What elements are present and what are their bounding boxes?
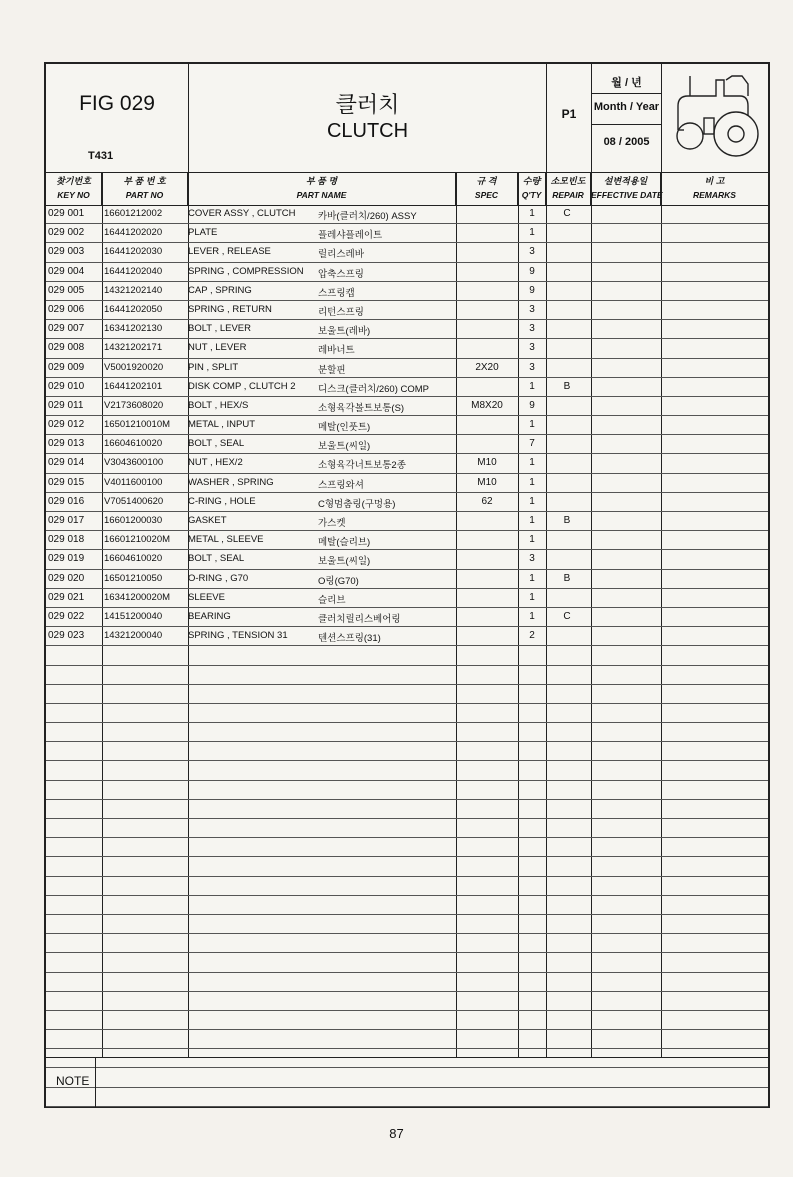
- cell-en: DISK COMP , CLUTCH 2: [188, 380, 296, 392]
- table-row: [46, 397, 768, 416]
- cell-key: 029 006: [48, 303, 85, 315]
- cell-qty: 1: [529, 380, 535, 392]
- cell-qty: 1: [529, 534, 535, 546]
- table-row: [46, 243, 768, 262]
- cell-part: 16441202101: [104, 380, 163, 392]
- cell-key: 029 001: [48, 208, 85, 219]
- cell-qty: 1: [529, 515, 535, 526]
- table-row: [46, 570, 768, 589]
- cell-ko: 소형육각볼트보통(S): [318, 402, 405, 414]
- parts-table-body: [46, 205, 768, 1107]
- col-remarks: 비 고 REMARKS: [693, 176, 736, 200]
- cell-ko: 압축스프링: [318, 268, 364, 280]
- cell-en: CAP , SPRING: [188, 284, 252, 296]
- cell-qty: 1: [529, 208, 535, 219]
- cell-part: 16441202040: [104, 265, 163, 277]
- cell-spec: M8X20: [471, 399, 503, 411]
- cell-repair: B: [563, 572, 571, 584]
- cell-en: C-RING , HOLE: [188, 495, 256, 507]
- cell-qty: 1: [529, 457, 535, 469]
- cell-en: GASKET: [188, 515, 227, 526]
- cell-en: BOLT , SEAL: [188, 553, 245, 565]
- table-row: [46, 531, 768, 550]
- cell-qty: 1: [529, 591, 535, 603]
- col-part: 부 품 번 호 PART NO: [102, 172, 188, 205]
- table-row: [46, 646, 768, 665]
- table-row: [46, 416, 768, 435]
- cell-key: 029 016: [48, 495, 85, 507]
- table-row: [46, 550, 768, 569]
- cell-key: 029 019: [48, 553, 85, 565]
- table-row: [46, 915, 768, 934]
- cell-qty: 3: [529, 361, 535, 373]
- cell-spec: M10: [477, 457, 497, 469]
- table-row: [46, 761, 768, 780]
- page-code-cell: [547, 64, 592, 172]
- cell-qty: 3: [529, 323, 535, 335]
- cell-part: 16601212002: [104, 208, 163, 219]
- table-row: [46, 953, 768, 972]
- cell-qty: 1: [529, 610, 535, 622]
- cell-part: 14151200040: [104, 610, 163, 622]
- cell-ko: O링(G70): [318, 575, 359, 587]
- cell-qty: 3: [529, 342, 535, 354]
- figure-cell: [46, 64, 189, 172]
- cell-key: 029 010: [48, 380, 85, 392]
- note-section: [46, 1057, 768, 1107]
- table-row: [46, 378, 768, 397]
- cell-key: 029 018: [48, 534, 85, 546]
- cell-ko: 카바(클러치/260) ASSY: [318, 211, 417, 222]
- cell-ko: 슬리브: [318, 594, 346, 606]
- cell-qty: 3: [529, 246, 535, 258]
- cell-part: V2173608020: [104, 399, 164, 411]
- cell-ko: 플레샤플레이트: [318, 230, 383, 242]
- cell-ko: 보울트(씨일): [318, 556, 371, 568]
- cell-part: 14321202171: [104, 342, 163, 354]
- table-row: [46, 474, 768, 493]
- cell-key: 029 009: [48, 361, 85, 373]
- cell-part: 16604610020: [104, 553, 163, 565]
- table-row: [46, 627, 768, 646]
- cell-key: 029 014: [48, 457, 85, 469]
- cell-ko: 보울트(씨일): [318, 441, 371, 453]
- cell-spec: 62: [481, 495, 493, 507]
- cell-qty: 9: [529, 399, 535, 411]
- cell-part: V5001920020: [104, 361, 164, 373]
- cell-repair: B: [563, 380, 571, 392]
- cell-en: SPRING , RETURN: [188, 303, 272, 315]
- date-value: 08 / 2005: [603, 136, 650, 148]
- date-label-english: Month / Year: [593, 101, 660, 113]
- cell-ko: 분할핀: [318, 364, 346, 376]
- cell-en: SPRING , TENSION 31: [188, 630, 288, 642]
- col-qty: 수량 Q'TY: [518, 172, 546, 205]
- table-row: [46, 224, 768, 243]
- cell-part: V7051400620: [104, 495, 164, 507]
- cell-spec: M10: [477, 476, 497, 488]
- col-key: 찾기번호 KEY NO: [46, 172, 102, 205]
- cell-part: 16601200030: [104, 515, 163, 526]
- cell-part: 16601210020M: [104, 534, 171, 546]
- table-row: [46, 838, 768, 857]
- cell-en: METAL , SLEEVE: [188, 534, 264, 546]
- cell-en: PLATE: [188, 227, 218, 239]
- cell-en: BOLT , LEVER: [188, 323, 252, 335]
- cell-en: BOLT , SEAL: [188, 438, 245, 450]
- cell-ko: 스프링와셔: [318, 479, 364, 491]
- table-row: [46, 1011, 768, 1030]
- cell-qty: 3: [529, 303, 535, 315]
- cell-part: 16604610020: [104, 438, 163, 450]
- cell-repair: B: [563, 515, 571, 526]
- date-label-korean: 월 / 년: [611, 77, 642, 89]
- cell-en: WASHER , SPRING: [188, 476, 274, 488]
- table-row: [46, 512, 768, 531]
- cell-ko: 릴리스레바: [318, 249, 364, 261]
- cell-key: 029 012: [48, 419, 85, 431]
- cell-ko: 디스크(클러치/260) COMP: [318, 383, 430, 395]
- table-row: [46, 359, 768, 378]
- cell-key: 029 011: [48, 399, 84, 411]
- cell-ko: 레바너트: [318, 345, 355, 357]
- cell-en: COVER ASSY , CLUTCH: [188, 208, 296, 219]
- col-repair: 소모빈도 REPAIR: [546, 172, 591, 205]
- cell-key: 029 015: [48, 476, 85, 488]
- cell-part: 16441202020: [104, 227, 163, 239]
- cell-en: LEVER , RELEASE: [188, 246, 271, 258]
- title-english: CLUTCH: [326, 120, 409, 142]
- table-row: [46, 435, 768, 454]
- cell-ko: C형멈춤링(구멍용): [318, 498, 396, 510]
- table-row: [46, 493, 768, 512]
- cell-key: 029 002: [48, 227, 85, 239]
- cell-ko: 메탈(슬리브): [318, 537, 371, 549]
- table-row: [46, 973, 768, 992]
- tractor-image-cell: [662, 64, 768, 172]
- table-row: [46, 205, 768, 224]
- table-row: [46, 896, 768, 915]
- cell-qty: 1: [529, 572, 535, 584]
- title-korean: 클러치: [335, 92, 400, 117]
- table-row: [46, 339, 768, 358]
- cell-ko: 텐션스프링(31): [318, 633, 381, 645]
- cell-qty: 1: [529, 419, 535, 431]
- cell-qty: 7: [529, 438, 535, 450]
- cell-key: 029 008: [48, 342, 85, 354]
- cell-ko: 보울트(레바): [318, 326, 371, 338]
- cell-part: 16441202050: [104, 303, 163, 315]
- title-cell: [189, 64, 547, 172]
- figure-number: FIG 029: [79, 92, 155, 115]
- cell-key: 029 005: [48, 284, 85, 296]
- table-row: [46, 320, 768, 339]
- cell-ko: 스프링캡: [318, 287, 355, 299]
- cell-key: 029 003: [48, 246, 85, 258]
- cell-en: O-RING , G70: [188, 572, 249, 584]
- table-row: [46, 282, 768, 301]
- cell-qty: 1: [529, 476, 535, 488]
- table-row: [46, 781, 768, 800]
- cell-key: 029 007: [48, 323, 85, 335]
- cell-part: V3043600100: [104, 457, 164, 469]
- cell-key: 029 020: [48, 572, 85, 584]
- table-row: [46, 819, 768, 838]
- note-label: NOTE: [56, 1074, 90, 1088]
- cell-key: 029 023: [48, 630, 85, 642]
- cell-key: 029 013: [48, 438, 85, 450]
- col-effective-date: 설변적용일 EFFECTIVE DATE: [591, 172, 661, 205]
- table-row: [46, 857, 768, 876]
- cell-part: 16441202030: [104, 246, 163, 258]
- table-row: [46, 934, 768, 953]
- column-header: [46, 172, 768, 206]
- cell-repair: C: [563, 208, 571, 219]
- cell-qty: 2: [529, 630, 535, 642]
- cell-en: BOLT , HEX/S: [188, 399, 249, 411]
- cell-part: 14321200040: [104, 630, 163, 642]
- table-row: [46, 263, 768, 282]
- cell-part: V4011600100: [104, 476, 163, 488]
- sheet-header: [46, 64, 768, 173]
- table-row: [46, 666, 768, 685]
- table-row: [46, 589, 768, 608]
- cell-ko: 소형육각너트보통2종: [318, 460, 406, 472]
- cell-ko: 가스켓: [318, 518, 346, 529]
- cell-en: METAL , INPUT: [188, 419, 256, 431]
- model-code: T431: [88, 150, 114, 162]
- cell-en: BEARING: [188, 610, 231, 622]
- cell-en: PIN , SPLIT: [188, 361, 239, 373]
- cell-en: NUT , HEX/2: [188, 457, 243, 469]
- table-row: [46, 877, 768, 896]
- cell-spec: 2X20: [475, 361, 499, 373]
- cell-en: SPRING , COMPRESSION: [188, 265, 304, 277]
- col-spec: 규 격 SPEC: [456, 172, 518, 205]
- cell-qty: 1: [529, 227, 535, 239]
- cell-ko: 클러치릴리스베어링: [318, 613, 401, 625]
- page-number: 87: [389, 1126, 404, 1141]
- table-row: [46, 608, 768, 627]
- table-row: [46, 301, 768, 320]
- page-code: P1: [561, 107, 577, 121]
- cell-part: 16501210050: [104, 572, 163, 584]
- cell-repair: C: [563, 610, 571, 622]
- table-row: [46, 992, 768, 1011]
- cell-part: 16341200020M: [104, 591, 171, 603]
- cell-key: 029 021: [48, 591, 85, 603]
- table-row: [46, 454, 768, 473]
- note-label-cell: [46, 1058, 96, 1107]
- cell-qty: 9: [529, 265, 535, 277]
- cell-qty: 3: [529, 553, 535, 565]
- table-row: [46, 704, 768, 723]
- tractor-icon: [670, 72, 762, 162]
- cell-en: SLEEVE: [188, 591, 225, 603]
- cell-key: 029 004: [48, 265, 85, 277]
- cell-key: 029 022: [48, 610, 85, 622]
- cell-en: NUT , LEVER: [188, 342, 247, 354]
- table-row: [46, 1030, 768, 1049]
- table-row: [46, 742, 768, 761]
- cell-part: 16341202130: [104, 323, 163, 335]
- cell-qty: 1: [529, 495, 535, 507]
- cell-ko: 리턴스프링: [318, 306, 364, 318]
- parts-sheet: [44, 62, 770, 1108]
- col-name: 부 품 명 PART NAME: [188, 172, 456, 205]
- cell-ko: 메탈(인풋트): [318, 422, 371, 434]
- table-row: [46, 800, 768, 819]
- cell-part: 14321202140: [104, 284, 163, 296]
- cell-part: 16501210010M: [104, 419, 171, 431]
- cell-key: 029 017: [48, 515, 85, 526]
- table-row: [46, 685, 768, 704]
- cell-qty: 9: [529, 284, 535, 296]
- table-row: [46, 723, 768, 742]
- date-cell: [592, 64, 662, 172]
